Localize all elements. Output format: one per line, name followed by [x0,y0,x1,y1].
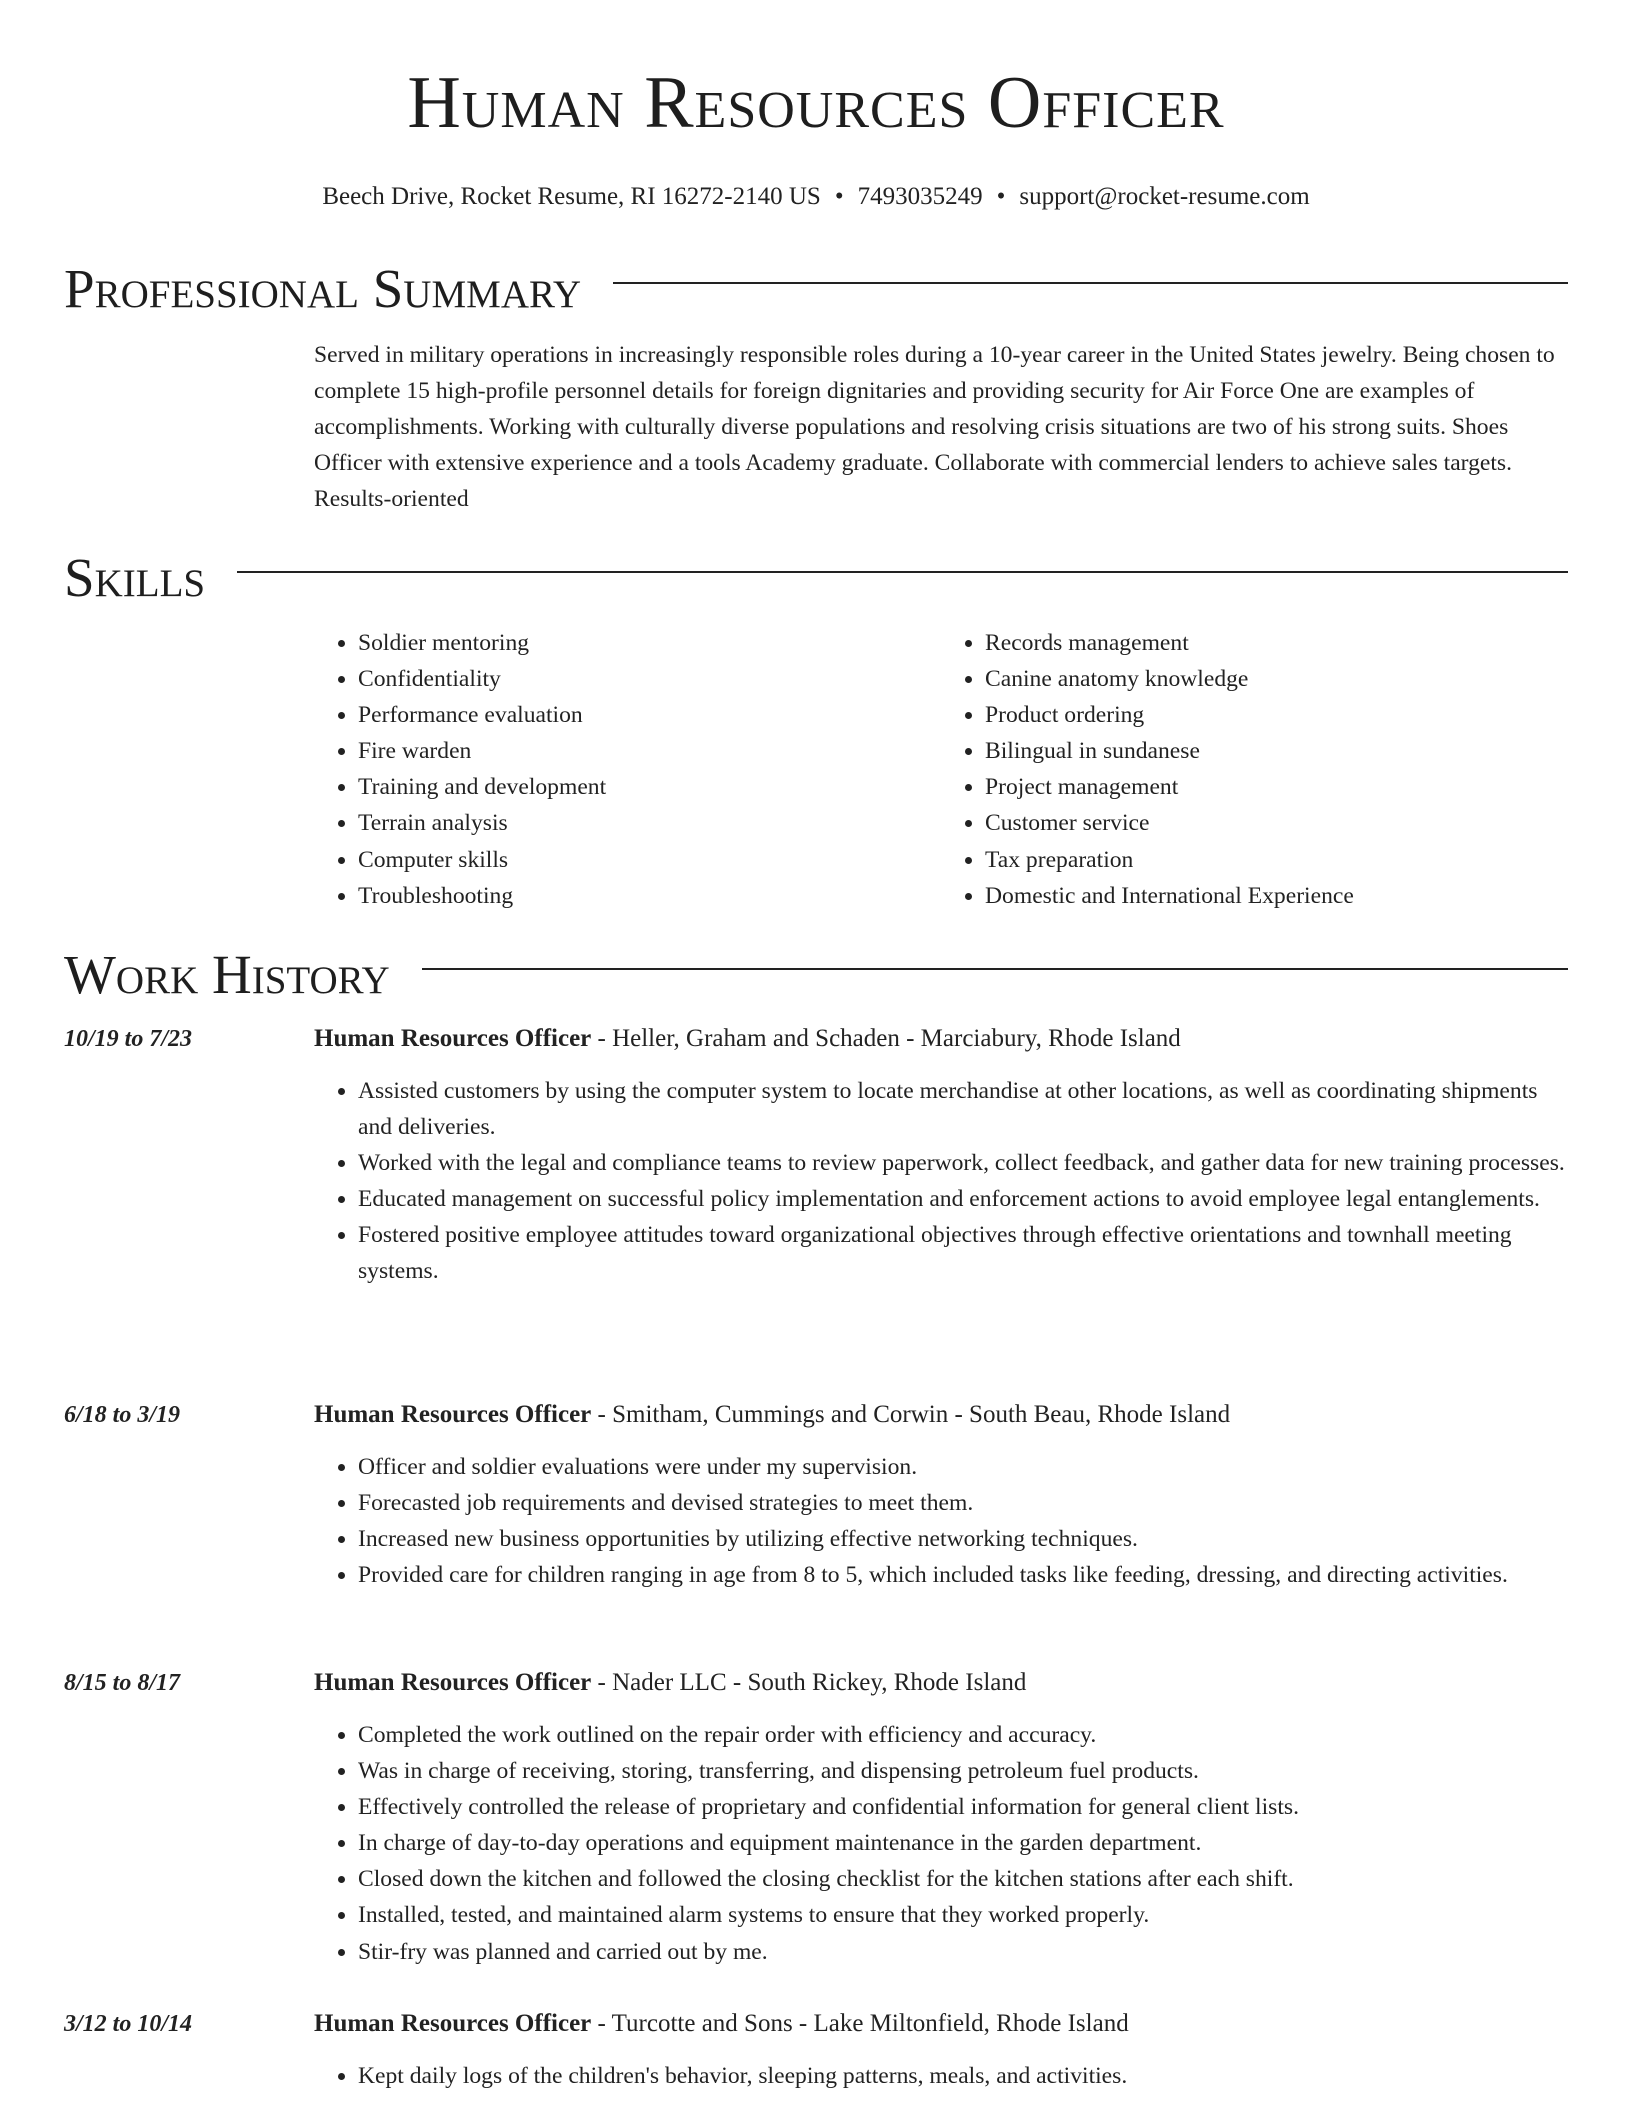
skill-item: • Terrain analysis [358,805,941,841]
job-bullets [314,1717,1568,1970]
skill-item: • Customer service [985,805,1568,841]
job-title-line [314,1665,1026,1701]
work-heading: Work History [64,944,390,1005]
job-bullets [314,1073,1568,1290]
skills-heading: Skills [64,547,206,608]
skill-item: • Performance evaluation [358,697,941,733]
job-bullet: • Forecasted job requirements and devised strategies to meet them. [358,1485,1568,1521]
job-employer: - Smitham, Cummings and Corwin - South Beau, Rhode Island [591,1401,1231,1428]
skill-item: • Tax preparation [985,842,1568,878]
job-bullet: • Provided care for children ranging in age from 8 to 5, which included tasks like feeding, dressing, and directing activities. [358,1557,1568,1593]
job-dates: 10/19 to 7/23 [64,1026,193,1052]
contact-line [0,182,1632,212]
job-employer: - Turcotte and Sons - Lake Miltonfield, Rhode Island [591,2010,1129,2037]
job-title: Human Resources Officer [314,1669,592,1696]
contact-phone: 7493035249 [857,183,983,210]
job-bullets [314,2058,1568,2094]
job-title: Human Resources Officer [314,1025,592,1052]
skills-section-header [64,547,1568,608]
resume-name: Human Resources Officer [407,62,1225,144]
skill-item: • Canine anatomy knowledge [985,661,1568,697]
job-bullet: • Educated management on successful policy implementation and enforcement actions to avoid employee legal entanglements. [358,1181,1568,1217]
job-bullet: • Was in charge of receiving, storing, transferring, and dispensing petroleum fuel products. [358,1753,1568,1789]
contact-separator: • [834,183,844,210]
summary-heading: Professional Summary [64,258,582,319]
skill-item: • Fire warden [358,733,941,769]
job-title-line [314,1021,1181,1057]
skill-item: • Product ordering [985,697,1568,733]
job-bullet: • Fostered positive employee attitudes toward organizational objectives through effective orientations and townhall meeting systems. [358,1217,1568,1289]
job-title-line [314,1397,1230,1433]
job-bullet: • Kept daily logs of the children's behavior, sleeping patterns, meals, and activities. [358,2058,1568,2094]
job-dates: 8/15 to 8/17 [64,1670,181,1696]
contact-email: support@rocket-resume.com [1019,183,1310,210]
skills-columns [314,625,1568,914]
job-bullet: • Officer and soldier evaluations were under my supervision. [358,1449,1568,1485]
job-bullet: • Stir-fry was planned and carried out by me. [358,1934,1568,1970]
job-dates: 3/12 to 10/14 [64,2011,193,2037]
summary-section-header [64,258,1568,319]
skills-list-left [314,625,941,914]
skill-item: • Bilingual in sundanese [985,733,1568,769]
job-bullet: • Increased new business opportunities by utilizing effective networking techniques. [358,1521,1568,1557]
job-employer: - Nader LLC - South Rickey, Rhode Island [591,1669,1027,1696]
section-divider [613,282,1568,284]
work-section-header [64,944,1568,1005]
job-bullet: • Worked with the legal and compliance teams to review paperwork, collect feedback, and gather data for new training processes. [358,1145,1568,1181]
section-divider [422,968,1568,970]
summary-text: Served in military operations in increasingly responsible roles during a 10-year career in the United States jewelry. Being chosen to complete 15 high-profile personnel details for foreign dignitaries and providing security for Air Force One are examples of accomplishments. Working with culturally diverse populations and resolving crisis situations are two of his strong suits. Shoes Officer with extensive experience and a tools Academy graduate. Collaborate with commercial lenders to achieve sales targets. Results-oriented [314,342,1555,512]
job-employer: - Heller, Graham and Schaden - Marciabury, Rhode Island [591,1025,1181,1052]
contact-separator: • [996,183,1006,210]
skill-item: • Domestic and International Experience [985,878,1568,914]
skill-item: • Training and development [358,769,941,805]
skills-list-right [941,625,1568,914]
skill-item: • Computer skills [358,842,941,878]
job-bullet: • Installed, tested, and maintained alarm systems to ensure that they worked properly. [358,1897,1568,1933]
job-bullet: • In charge of day-to-day operations and equipment maintenance in the garden department. [358,1825,1568,1861]
job-bullet: • Completed the work outlined on the repair order with efficiency and accuracy. [358,1717,1568,1753]
job-bullet: • Effectively controlled the release of proprietary and confidential information for general client lists. [358,1789,1568,1825]
job-title: Human Resources Officer [314,2010,592,2037]
skill-item: • Project management [985,769,1568,805]
skill-item: • Records management [985,625,1568,661]
job-title: Human Resources Officer [314,1401,592,1428]
skill-item: • Soldier mentoring [358,625,941,661]
job-bullets [314,1449,1568,1593]
section-divider [237,571,1568,573]
skill-item: • Troubleshooting [358,878,941,914]
job-bullet: • Closed down the kitchen and followed the closing checklist for the kitchen stations after each shift. [358,1861,1568,1897]
skill-item: • Confidentiality [358,661,941,697]
contact-address: Beech Drive, Rocket Resume, RI 16272-2140 US [322,183,821,210]
job-dates: 6/18 to 3/19 [64,1402,181,1428]
job-title-line [314,2006,1129,2042]
job-bullet: • Assisted customers by using the computer system to locate merchandise at other locations, as well as coordinating shipments and deliveries. [358,1073,1568,1145]
